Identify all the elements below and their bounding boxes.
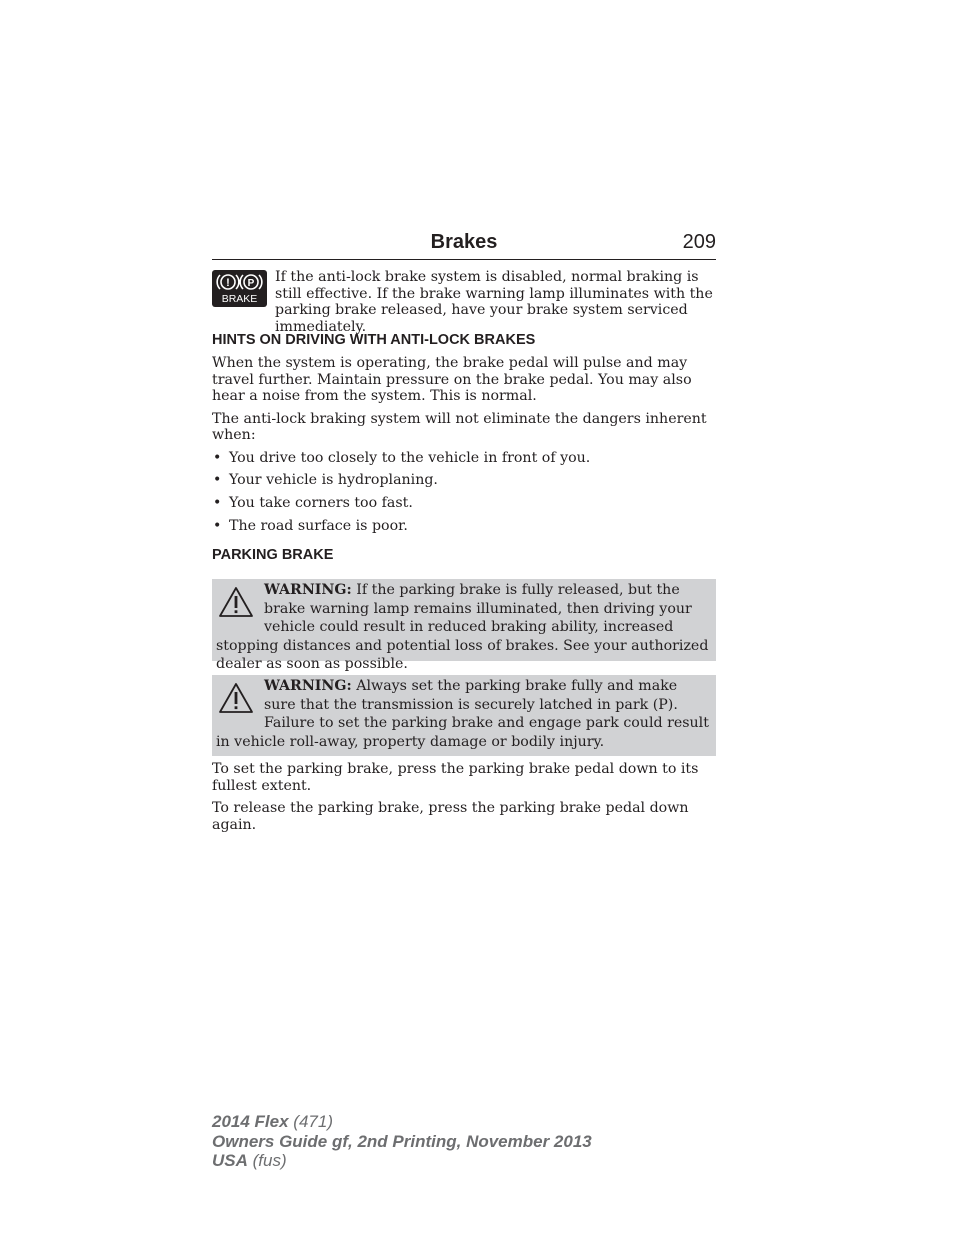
warning-box [212,675,716,756]
paragraph: To set the parking brake, press the parking brake pedal down to its fullest extent. [212,761,699,794]
warning-triangle-icon [218,681,254,715]
brake-icon-label: BRAKE [221,293,258,305]
list-item-text: You take corners too fast. [229,494,413,511]
page-footer [212,1112,592,1171]
brake-warning-icon [212,270,267,307]
section-heading-anti-lock: HINTS ON DRIVING WITH ANTI-LOCK BRAKES [212,332,536,348]
paragraph: When the system is operating, the brake pedal will pulse and may travel further. Maintain pressure on the brake pedal. You may also hear a noise from the system. This is normal. [212,355,692,404]
warning-label: WARNING: [264,678,352,694]
footer-code: (471) [293,1112,333,1131]
footer-region-code: (fus) [252,1151,287,1170]
paragraph: The anti-lock braking system will not eliminate the dangers inherent when: [212,410,707,443]
footer-model: 2014 Flex [212,1112,289,1131]
section-parking-brake-body [212,761,716,833]
list-item: • Your vehicle is hydroplaning. [213,472,438,489]
list-item: • You take corners too fast. [213,494,413,511]
section-heading-parking-brake: PARKING BRAKE [212,547,334,563]
paragraph: To release the parking brake, press the parking brake pedal down again. [212,800,689,833]
bullet-list [212,450,716,541]
warning-triangle-icon [218,585,254,619]
footer-line-3 [212,1151,592,1171]
brake-icon-p: P [247,278,255,289]
list-item: • You drive too closely to the vehicle in front of you. [213,449,591,466]
intro-paragraph: If the anti-lock brake system is disabled, normal braking is still effective. If the brake warning lamp illuminates with the parking brake released, have your brake system serviced immediately. [275,269,713,335]
footer-line-1 [212,1112,592,1132]
footer-line-2 [212,1132,592,1152]
footer-region: USA [212,1151,248,1170]
warning-body: If the parking brake is fully released, but the brake warning lamp remains illuminated, then driving your vehicle could result in reduced braking ability, increased stopping distances and potential loss of brakes. See your authorized dealer as soon as possible. [216,582,709,673]
warning-text [216,677,712,751]
list-item-text: The road surface is poor. [229,517,408,534]
page-header [212,229,716,260]
section-anti-lock-body [212,355,716,540]
page-title: Brakes [430,231,498,253]
list-item: • The road surface is poor. [213,517,408,534]
warning-text [216,581,712,674]
warning-box [212,579,716,673]
brake-icon-exclamation: ! [226,277,230,289]
page-number: 209 [682,231,716,253]
warning-body: Always set the parking brake fully and make sure that the transmission is securely latched in park (P). Failure to set the parking brake and engage park could result in vehicle roll-away, property damage or bodily injury. [216,678,709,750]
list-item-text: You drive too closely to the vehicle in front of you. [229,449,591,466]
list-item-text: Your vehicle is hydroplaning. [229,472,438,489]
warning-label: WARNING: [264,582,352,598]
footer-guide: Owners Guide gf, 2nd Printing, November 2013 [212,1131,592,1151]
